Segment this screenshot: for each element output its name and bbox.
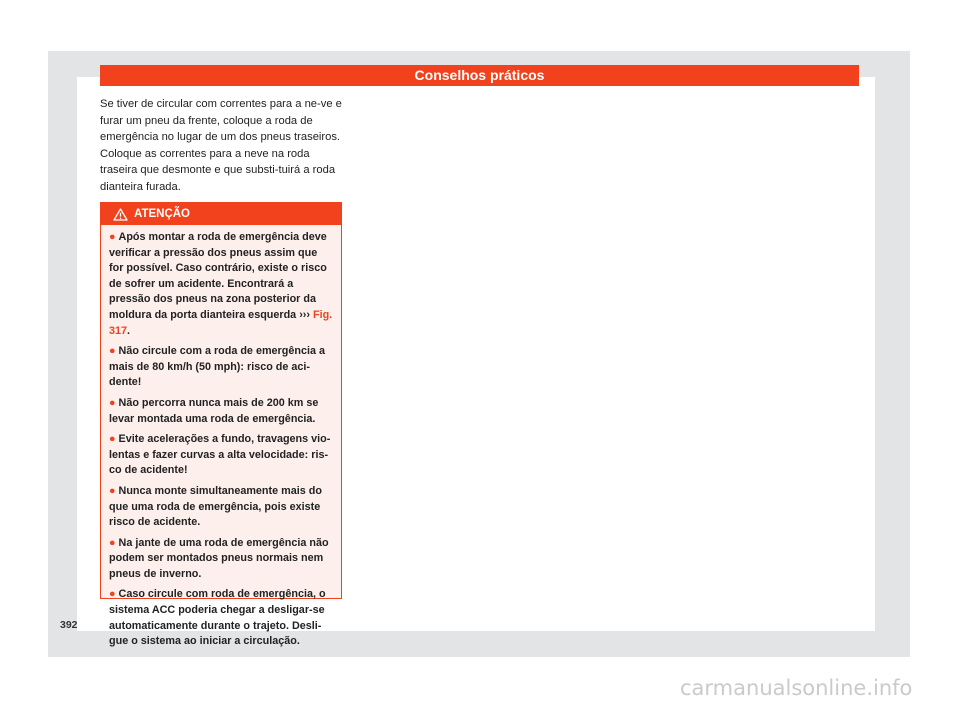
warning-title: ATENÇÃO — [134, 208, 191, 220]
warning-item — [109, 230, 334, 339]
warning-triangle-icon — [113, 208, 128, 221]
warning-item-text: Evite acelerações a fundo, travagens vio-lentas e fazer curvas a alta velocidade: ris-co de acidente! — [109, 433, 331, 477]
warning-item — [109, 344, 334, 391]
bullet-icon: ● — [109, 433, 116, 446]
warning-item — [109, 587, 334, 649]
section-header: Conselhos práticos — [100, 65, 859, 86]
bullet-icon: ● — [109, 345, 116, 358]
intro-paragraph: Se tiver de circular com correntes para a ne-ve e furar um pneu da frente, coloque a roda de emergência no lugar de um dos pneus traseiros. Coloque as correntes para a neve na roda traseira que desmonte e que substi-tuirá a roda dianteira furada. — [100, 98, 342, 193]
warning-item-text: Não circule com a roda de emergência a mais de 80 km/h (50 mph): risco de aci-dente! — [109, 345, 325, 389]
warning-item-text: Caso circule com roda de emergência, o sistema ACC poderia chegar a desligar-se automaticamente durante o trajeto. Desli-gue o sistema ao iniciar a circulação. — [109, 588, 326, 648]
watermark: carmanualsonline.info — [680, 676, 913, 700]
bullet-icon: ● — [109, 588, 116, 601]
warning-item — [109, 484, 334, 531]
bullet-icon: ● — [109, 231, 116, 243]
warning-item — [109, 536, 334, 583]
warning-item-text: Não percorra nunca mais de 200 km se levar montada uma roda de emergência. — [109, 396, 319, 425]
warning-item-suffix: . — [127, 324, 131, 337]
warning-header — [101, 203, 341, 225]
bullet-icon: ● — [109, 396, 116, 409]
warning-item-text: Após montar a roda de emergência deve verificar a pressão dos pneus assim que for possível. Caso contrário, existe o risco de sofrer um acidente. Encontrará a pressão dos pneus na zona posterior da moldura da porta dianteira esquerda ››› — [109, 231, 327, 321]
warning-body — [101, 225, 341, 650]
warning-item-text: Nunca monte simultaneamente mais do que uma roda de emergência, pois existe risco de acidente. — [109, 484, 322, 529]
page-number: 392 — [60, 619, 78, 631]
warning-item — [109, 432, 334, 479]
figure-link[interactable]: Fig. 317 — [109, 308, 333, 337]
warning-item-text: Na jante de uma roda de emergência não podem ser montados pneus normais nem pneus de inverno. — [109, 536, 329, 580]
warning-item — [109, 396, 334, 427]
warning-box — [100, 202, 342, 648]
bullet-icon: ● — [109, 484, 116, 497]
bullet-icon: ● — [109, 536, 116, 549]
